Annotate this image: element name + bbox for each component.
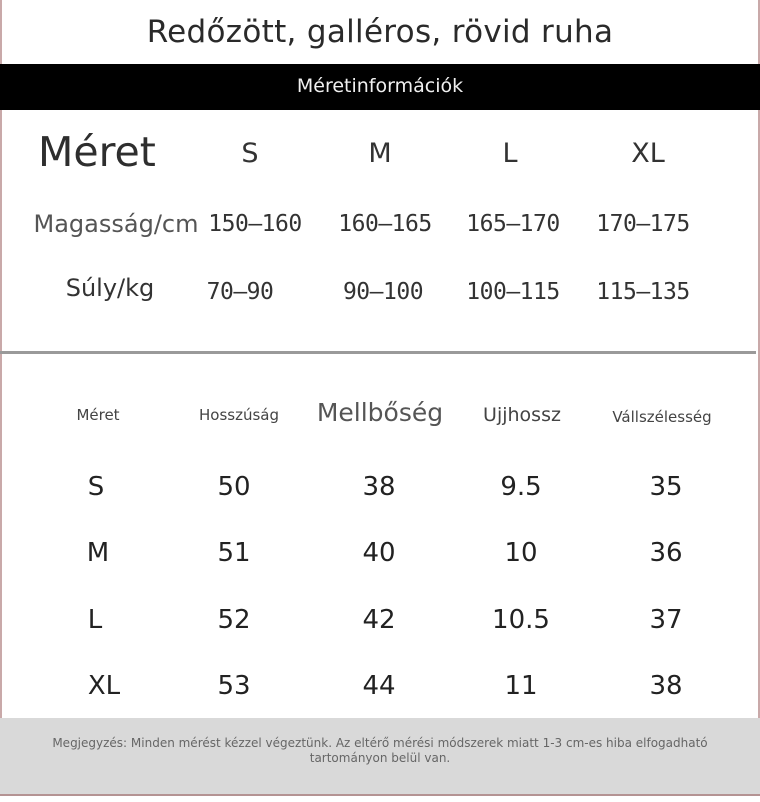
table2-cell: 10: [504, 538, 538, 568]
footnote-panel: [0, 718, 760, 794]
table2-cell: 40: [362, 538, 396, 568]
table1-header-m: M: [368, 138, 392, 169]
table1-row-label-height: Magasság/cm: [33, 210, 199, 238]
table2-cell: L: [87, 605, 103, 635]
table1-cell: 115–135: [596, 279, 690, 305]
page-title: Redőzött, galléros, rövid ruha: [146, 14, 614, 50]
table2-header-size: Méret: [76, 406, 120, 424]
table1-cell: 160–165: [338, 211, 432, 237]
table2-header-length: Hosszúság: [199, 406, 279, 424]
table2-cell: 11: [504, 671, 538, 701]
table1-cell: 170–175: [596, 211, 690, 237]
table2-cell: 51: [217, 538, 251, 568]
table2-cell: 37: [649, 605, 683, 635]
table2-cell: 10.5: [492, 605, 550, 635]
section-banner: Méretinformációk: [0, 64, 760, 110]
footnote-text: Megjegyzés: Minden mérést kézzel végeztünk. Az eltérő mérési módszerek miatt 1-3 cm-es hiba elfogadható tartományon belül van.: [52, 736, 708, 765]
table2-header-bust: Mellbőség: [316, 398, 444, 427]
table2-cell: 53: [217, 671, 251, 701]
size-guide-table-1: [0, 118, 760, 328]
section-divider: [0, 351, 756, 354]
table2-cell: 50: [217, 472, 251, 502]
size-guide-table-2: [0, 380, 760, 710]
table2-cell: 38: [362, 472, 396, 502]
table2-cell: 38: [649, 671, 683, 701]
table1-cell: 150–160: [208, 211, 302, 237]
table2-cell: 52: [217, 605, 251, 635]
table1-cell: 100–115: [466, 279, 560, 305]
table1-header-l: L: [502, 138, 518, 169]
table2-cell: 44: [362, 671, 396, 701]
table2-cell: 9.5: [500, 472, 542, 502]
table2-cell: S: [87, 472, 105, 502]
bottom-border: [0, 794, 760, 802]
table1-cell: 165–170: [466, 211, 560, 237]
table1-cell: 90–100: [342, 279, 424, 305]
table1-header-size: Méret: [38, 128, 156, 176]
table1-row-label-weight: Súly/kg: [65, 274, 155, 302]
table2-cell: 35: [649, 472, 683, 502]
table1-cell: 70–90: [206, 279, 274, 305]
table2-cell: 36: [649, 538, 683, 568]
table2-cell: M: [86, 538, 110, 568]
table2-header-sleeve: Ujjhossz: [483, 404, 561, 426]
table1-header-s: S: [241, 138, 259, 169]
table2-cell: 42: [362, 605, 396, 635]
table2-header-shoulder: Vállszélesség: [612, 408, 712, 426]
table1-header-xl: XL: [631, 138, 665, 169]
table2-cell: XL: [87, 671, 121, 701]
